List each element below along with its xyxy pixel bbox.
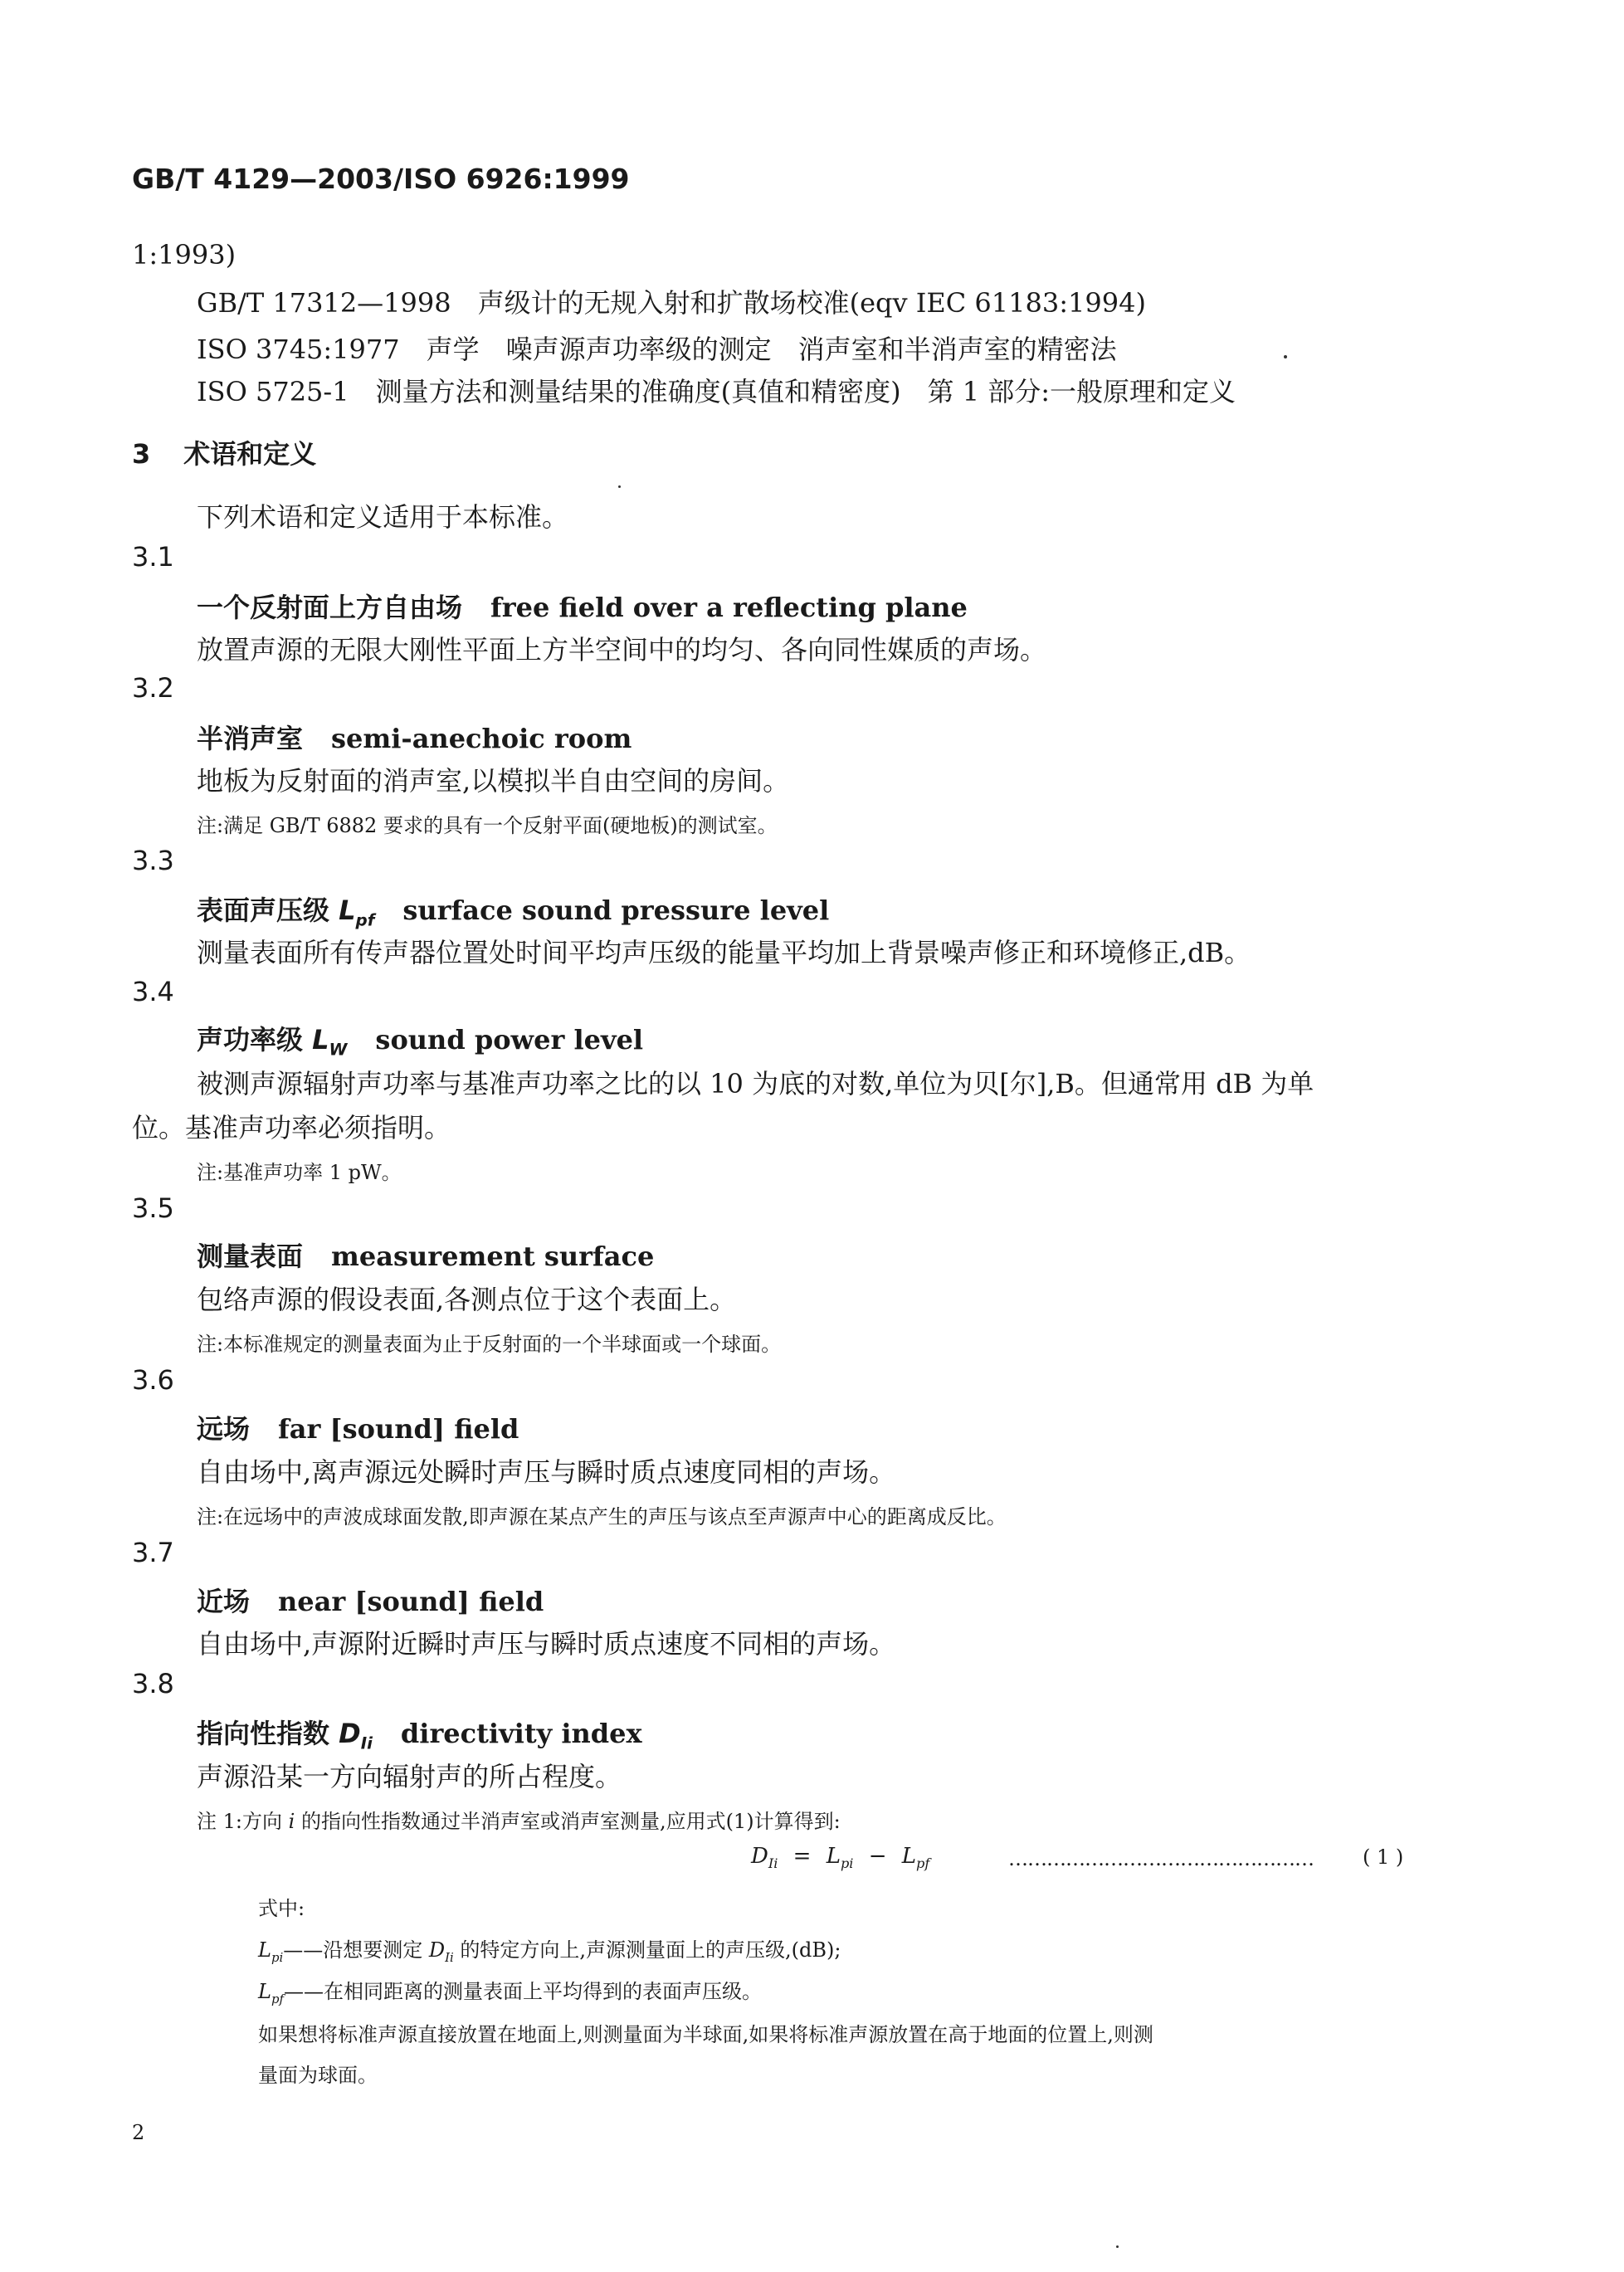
term-note: 注:在远场中的声波成球面发散,即声源在某点产生的声压与该点至声源声中心的距离成反比。 <box>197 1505 1007 1528</box>
term-definition: 自由场中,离声源远处瞬时声压与瞬时质点速度同相的声场。 <box>197 1456 896 1488</box>
formula-leader-dots: ………………………………………… <box>1008 1847 1314 1870</box>
term-definition: 自由场中,声源附近瞬时声压与瞬时质点速度不同相的声场。 <box>197 1628 896 1660</box>
formula-number: ( 1 ) <box>1363 1845 1404 1869</box>
where-item-lpi <box>258 1933 841 1965</box>
term-heading <box>197 1581 544 1619</box>
section-intro: 下列术语和定义适用于本标准。 <box>197 501 569 533</box>
standard-code-header: GB/T 4129—2003/ISO 6926:1999 <box>132 163 630 195</box>
where-item-lpf <box>258 1975 762 2006</box>
term-symbol-subscript: pf <box>355 910 375 930</box>
term-zh: 一个反射面上方自由场 <box>197 592 463 623</box>
term-definition: 测量表面所有传声器位置处时间平均声压级的能量平均加上背景噪声修正和环境修正,dB。 <box>197 937 1251 968</box>
term-en: measurement surface <box>331 1241 655 1272</box>
term-heading <box>197 890 829 929</box>
term-number: 3.2 <box>132 672 174 704</box>
term-note: 注:本标准规定的测量表面为止于反射面的一个半球面或一个球面。 <box>197 1333 782 1356</box>
term-number: 3.5 <box>132 1192 174 1224</box>
reference-item: ISO 3745:1977 声学 噪声源声功率级的测定 消声室和半消声室的精密法 <box>197 334 1117 365</box>
note1-text <box>197 1805 841 1834</box>
term-number: 3.1 <box>132 541 174 573</box>
term-en: directivity index <box>400 1718 642 1749</box>
formula-lhs: D <box>751 1844 768 1869</box>
where-inline-subscript: Ii <box>445 1949 454 1965</box>
where-symbol: L <box>258 1938 271 1962</box>
term-heading <box>197 1019 643 1059</box>
term-symbol-subscript: W <box>329 1040 348 1060</box>
section-title: 术语和定义 <box>183 438 317 470</box>
section-number: 3 <box>132 438 151 470</box>
where-text: ——沿想要测定 <box>283 1938 429 1962</box>
scan-speck <box>1116 2245 1119 2248</box>
term-zh: 表面声压级 <box>197 895 330 926</box>
term-zh: 声功率级 <box>197 1024 304 1056</box>
page-number: 2 <box>132 2121 145 2144</box>
formula-term1-subscript: pi <box>840 1855 854 1872</box>
term-en: near [sound] field <box>278 1586 544 1617</box>
formula-1 <box>751 1844 929 1871</box>
term-heading <box>197 1236 654 1274</box>
term-zh: 近场 <box>197 1586 251 1617</box>
term-definition: 地板为反射面的消声室,以模拟半自由空间的房间。 <box>197 765 790 797</box>
formula-lhs-subscript: Ii <box>768 1855 778 1872</box>
term-heading <box>197 718 632 756</box>
term-en: surface sound pressure level <box>402 895 830 926</box>
term-definition: 被测声源辐射声功率与基准声功率之比的以 10 为底的对数,单位为贝[尔],B。但通常用 dB 为单 <box>197 1068 1314 1099</box>
term-definition: 放置声源的无限大刚性平面上方半空间中的均匀、各向同性媒质的声场。 <box>197 634 1047 666</box>
term-number: 3.4 <box>132 976 174 1007</box>
formula-term2-subscript: pf <box>916 1855 930 1872</box>
where-label: 式中: <box>258 1897 305 1920</box>
reference-item: GB/T 17312—1998 声级计的无规入射和扩散场校准(eqv IEC 61183:1994) <box>197 287 1146 319</box>
term-number: 3.3 <box>132 845 174 876</box>
reference-continuation: 1:1993) <box>132 239 237 271</box>
term-number: 3.6 <box>132 1364 174 1396</box>
term-symbol: D <box>339 1718 361 1749</box>
formula-term2: L <box>901 1844 917 1869</box>
term-zh: 远场 <box>197 1413 251 1445</box>
term-en: free field over a reflecting plane <box>490 592 968 623</box>
where-symbol-subscript: pi <box>271 1949 284 1965</box>
term-heading <box>197 587 968 625</box>
term-note: 注:基准声功率 1 pW。 <box>197 1161 402 1184</box>
term-note: 注:满足 GB/T 6882 要求的具有一个反射平面(硬地板)的测试室。 <box>197 814 778 837</box>
term-en: sound power level <box>375 1024 644 1056</box>
term-symbol: L <box>339 895 356 926</box>
note1-paragraph-continued: 量面为球面。 <box>258 2064 378 2087</box>
term-symbol: L <box>312 1024 329 1056</box>
note1-suffix: 的指向性指数通过半消声室或消声室测量,应用式(1)计算得到: <box>295 1810 841 1833</box>
scan-speck <box>1284 355 1287 358</box>
formula-term1: L <box>826 1844 841 1869</box>
section-heading <box>132 433 316 471</box>
formula-equals: = <box>792 1844 812 1869</box>
note1-paragraph: 如果想将标准声源直接放置在地面上,则测量面为半球面,如果将标准声源放置在高于地面的位置上,则测 <box>258 2023 1153 2046</box>
reference-item: ISO 5725-1 测量方法和测量结果的准确度(真值和精密度) 第 1 部分:一般原理和定义 <box>197 376 1236 407</box>
term-heading <box>197 1713 642 1753</box>
term-definition-continued: 位。基准声功率必须指明。 <box>132 1112 451 1143</box>
term-definition: 包络声源的假设表面,各测点位于这个表面上。 <box>197 1284 737 1315</box>
term-definition: 声源沿某一方向辐射声的所占程度。 <box>197 1761 622 1792</box>
note1-prefix: 注 1:方向 <box>197 1810 289 1833</box>
note1-variable: i <box>288 1810 295 1833</box>
term-symbol-subscript: Ii <box>360 1733 373 1753</box>
where-symbol-subscript: pf <box>271 1991 284 2006</box>
term-zh: 指向性指数 <box>197 1718 330 1749</box>
formula-minus: − <box>868 1844 887 1869</box>
term-number: 3.7 <box>132 1537 174 1568</box>
term-zh: 测量表面 <box>197 1241 304 1272</box>
where-text: 的特定方向上,声源测量面上的声压级,(dB); <box>453 1938 841 1962</box>
scan-speck <box>618 485 621 488</box>
term-heading <box>197 1408 519 1446</box>
term-number: 3.8 <box>132 1668 174 1699</box>
where-inline-symbol: D <box>428 1938 446 1962</box>
term-en: semi-anechoic room <box>331 723 632 754</box>
term-en: far [sound] field <box>278 1413 519 1445</box>
where-symbol: L <box>258 1980 271 2003</box>
where-text: ——在相同距离的测量表面上平均得到的表面声压级。 <box>283 1980 762 2003</box>
term-zh: 半消声室 <box>197 723 304 754</box>
